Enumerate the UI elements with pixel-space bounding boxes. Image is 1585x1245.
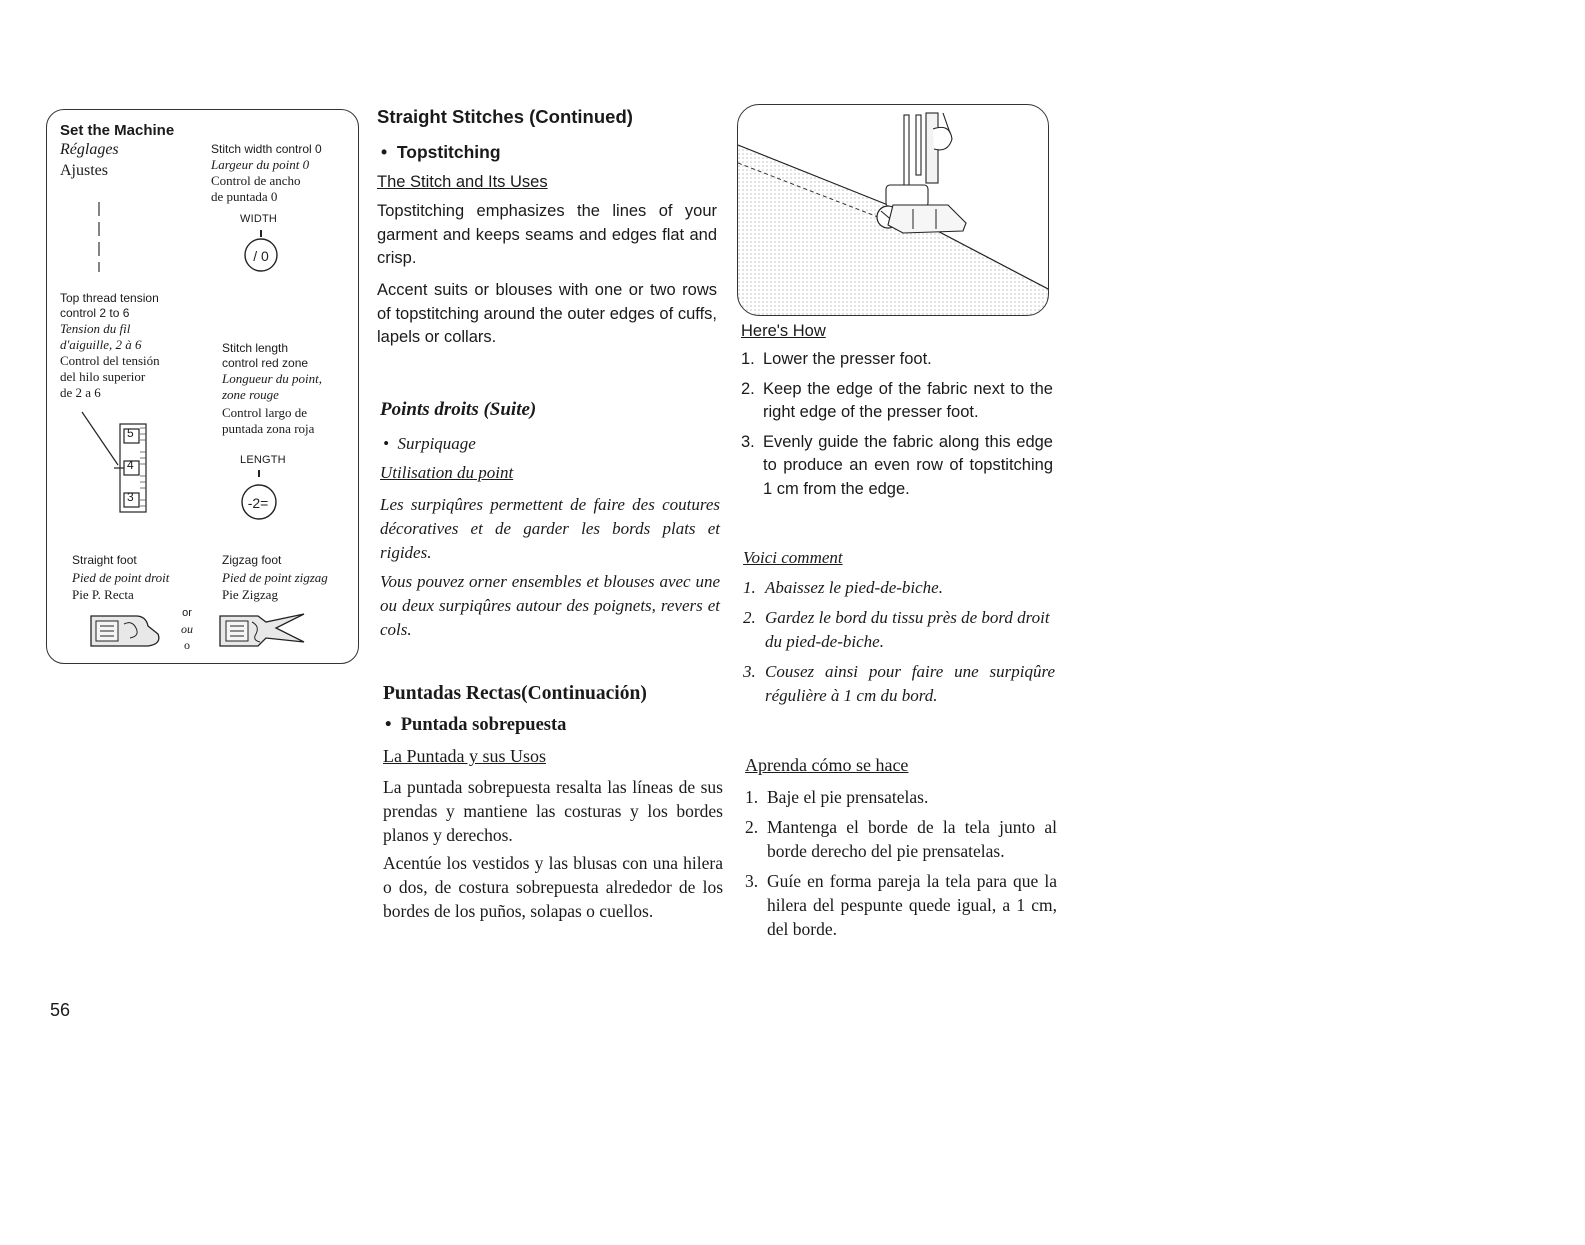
spanish-subtitle: Puntada sobrepuesta [400, 715, 567, 735]
english-how-heading: Here's How [741, 322, 826, 340]
spanish-how-heading: Aprenda cómo se hace [745, 755, 909, 775]
tension-label-es-3: de 2 a 6 [60, 385, 101, 400]
tension-control-text [60, 291, 160, 401]
tension-value-4: 4 [127, 458, 134, 472]
settings-title-fr: Réglages [60, 141, 119, 158]
spanish-uses-heading: La Puntada y sus Usos [383, 746, 546, 766]
bullet-icon: • [383, 434, 398, 453]
english-uses-heading: The Stitch and Its Uses [377, 173, 548, 191]
list-item: 2. Gardez le bord du tissu près de bord droit du pied-de-biche. [743, 608, 1050, 651]
english-subtitle: Topstitching [396, 142, 501, 162]
tension-value-3: 3 [127, 490, 134, 504]
straight-foot-icon [88, 612, 163, 650]
width-label-es-1: Control de ancho [211, 173, 301, 188]
zigzag-foot-fr: Pied de point zigzag [222, 570, 328, 585]
bullet-icon: • [385, 715, 401, 735]
spanish-para-2: Acentúe los vestidos y las blusas con una hilera o dos, de costura sobrepuesta alrededor de los bordes de los puños, solapas o cuellos. [383, 853, 723, 921]
guide-line [94, 200, 104, 275]
page-number: 56 [50, 1000, 71, 1020]
presser-foot-illustration [737, 104, 1049, 316]
length-dial-label: LENGTH [240, 454, 286, 466]
french-how-heading: Voici comment [743, 548, 843, 567]
length-label-en-1: Stitch length [222, 341, 289, 355]
length-label-en-2: control red zone [222, 356, 309, 370]
width-dial-label: WIDTH [240, 213, 278, 225]
french-subtitle-row [383, 434, 476, 454]
tension-value-5: 5 [127, 426, 134, 440]
width-label-es-2: de puntada 0 [211, 189, 278, 204]
straight-foot-text [72, 553, 169, 603]
tension-label-es-2: del hilo superior [60, 369, 146, 384]
bullet-icon: • [381, 142, 397, 162]
svg-text:/ 0: / 0 [253, 248, 269, 264]
french-uses-heading: Utilisation du point [380, 463, 514, 482]
or-fr: ou [181, 622, 193, 636]
zigzag-foot-text [222, 553, 328, 603]
width-label-en: Stitch width control 0 [211, 142, 322, 156]
french-para-1: Les surpiqûres permettent de faire des coutures décoratives et de garder les bords plats et rigides. [380, 495, 720, 562]
spanish-title: Puntadas Rectas(Continuación) [383, 683, 647, 704]
tension-label-en-2: control 2 to 6 [60, 306, 130, 320]
list-item: 3. Cousez ainsi pour faire une surpiqûre régulière à 1 cm du bord. [743, 662, 1055, 705]
list-item: 3. Evenly guide the fabric along this edge to produce an even row of topstitching 1 cm from the edge. [741, 432, 1053, 498]
tension-label-fr-1: Tension du fil [60, 321, 131, 336]
english-steps [741, 348, 1053, 501]
straight-foot-en: Straight foot [72, 553, 137, 567]
french-title: Points droits (Suite) [380, 399, 537, 420]
topstitching-diagram [738, 105, 1049, 316]
length-label-fr-1: Longueur du point, [222, 371, 323, 386]
length-control-text [222, 341, 322, 437]
english-para-1: Topstitching emphasizes the lines of your garment and keeps seams and edges flat and crisp. [377, 202, 717, 267]
list-item: 1. Baje el pie prensatelas. [745, 787, 929, 807]
length-label-fr-2: zone rouge [222, 387, 279, 402]
english-title: Straight Stitches (Continued) [377, 106, 633, 127]
spanish-subtitle-row [385, 715, 566, 736]
width-dial-icon [240, 228, 282, 274]
tension-label-es-1: Control del tensión [60, 353, 160, 368]
english-subtitle-row [381, 142, 501, 163]
width-label-fr: Largeur du point 0 [211, 157, 310, 172]
settings-titles [60, 122, 174, 181]
length-label-es-1: Control largo de [222, 405, 307, 420]
straight-foot-fr: Pied de point droit [72, 570, 170, 585]
or-es: o [184, 638, 190, 652]
tension-dial-icon [80, 410, 155, 520]
french-subtitle: Surpiquage [397, 434, 476, 453]
tension-label-fr-2: d'aiguille, 2 à 6 [60, 337, 142, 352]
list-item: 2. Mantenga el borde de la tela junto al borde derecho del pie prensatelas. [745, 817, 1057, 861]
zigzag-foot-es: Pie Zigzag [222, 587, 278, 602]
settings-title: Set the Machine [60, 122, 175, 139]
length-dial-icon [236, 468, 282, 524]
english-para-2: Accent suits or blouses with one or two rows of topstitching around the outer edges of cuffs, lapels or collars. [377, 281, 717, 346]
zigzag-foot-en: Zigzag foot [222, 553, 282, 567]
list-item: 1. Lower the presser foot. [741, 350, 932, 368]
svg-text:-2=: -2= [247, 495, 269, 511]
length-label-es-2: puntada zona roja [222, 421, 315, 436]
french-steps [743, 576, 1055, 708]
or-en: or [182, 607, 192, 619]
list-item: 3. Guíe en forma pareja la tela para que la hilera del pespunte quede igual, a 1 cm, del borde. [745, 871, 1057, 939]
or-text [181, 606, 193, 653]
spanish-para-1: La puntada sobrepuesta resalta las líneas de sus prendas y mantiene las costuras y los bordes planos y derechos. [383, 777, 723, 845]
settings-title-es: Ajustes [60, 162, 108, 179]
list-item: 1. Abaissez le pied-de-biche. [743, 578, 943, 597]
width-control-text [211, 142, 322, 205]
list-item: 2. Keep the edge of the fabric next to the right edge of the presser foot. [741, 379, 1053, 421]
spanish-steps [745, 785, 1057, 941]
zigzag-foot-icon [218, 612, 308, 650]
tension-label-en-1: Top thread tension [60, 291, 159, 305]
straight-foot-es: Pie P. Recta [72, 587, 134, 602]
french-para-2: Vous pouvez orner ensembles et blouses avec une ou deux surpiqûres autour des poignets, revers et cols. [380, 572, 720, 639]
